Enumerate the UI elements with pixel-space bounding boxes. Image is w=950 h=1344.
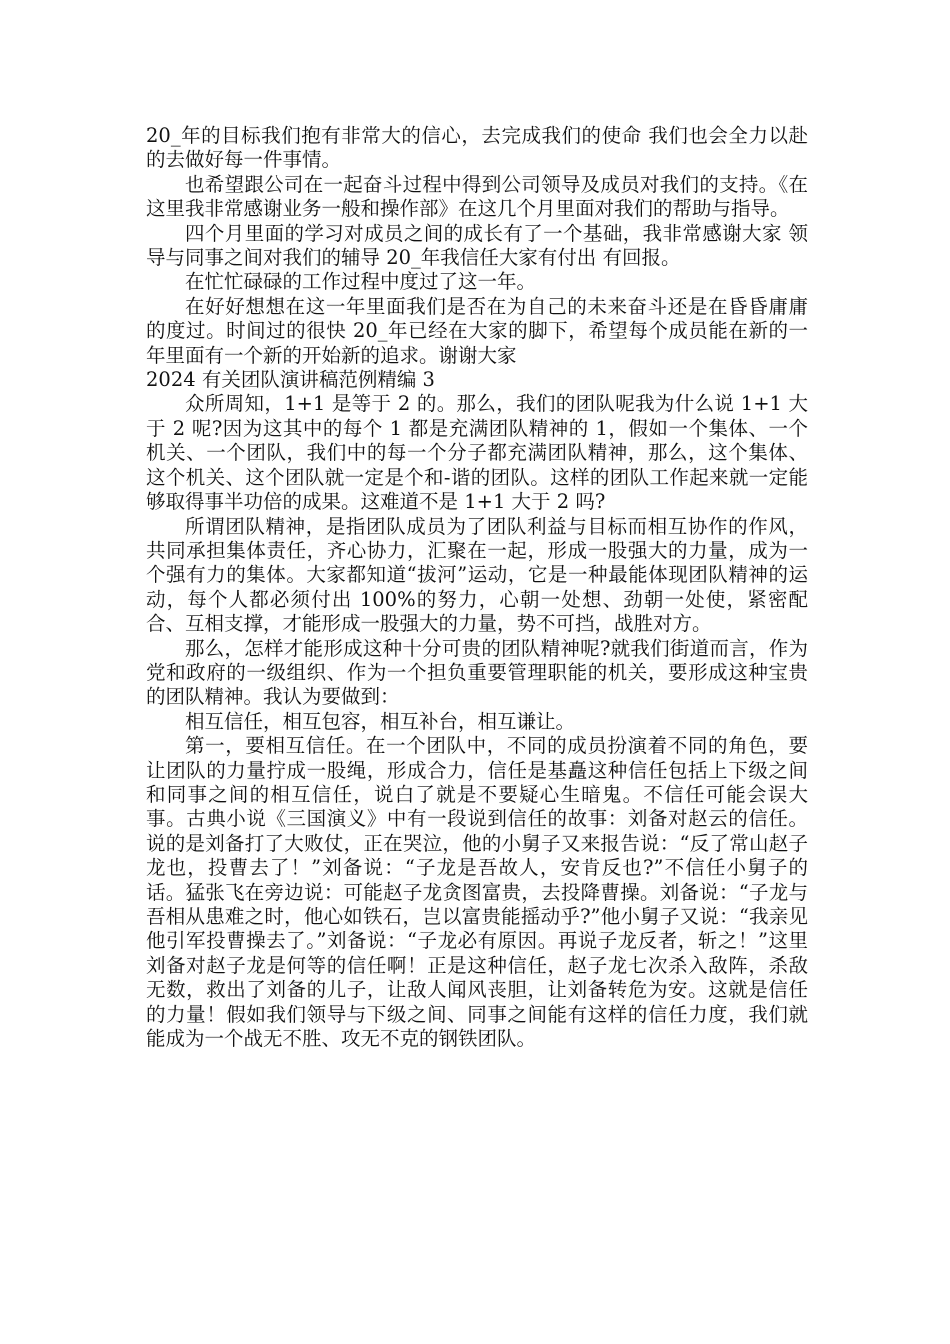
paragraph: 众所周知，1+1 是等于 2 的。那么，我们的团队呢我为什么说 1+1 大于 2 呢?因为这其中的每个 1 都是充满团队精神的 1，假如一个集体、一个机关、一个团队，我们中的每一个分子都充满团队精神，那么，这个集体、这个机关、这个团队就一定是个和-谐的团队。这样的团队工作起来就一定能够取得事半功倍的成果。这难道不是 1+1 大于 2 吗? <box>146 392 808 514</box>
document-body <box>146 124 808 1051</box>
paragraph: 在忙忙碌碌的工作过程中度过了这一年。 <box>185 270 537 294</box>
paragraph: 所谓团队精神，是指团队成员为了团队利益与目标而相互协作的作风，共同承担集体责任，齐心协力，汇聚在一起，形成一股强大的力量，成为一个强有力的集体。大家都知道“拔河”运动，它是一种最能体现团队精神的运动，每个人都必须付出 100%的努力，心朝一处想、劲朝一处使，紧密配合、互相支撑，才能形成一股强大的力量，势不可挡，战胜对方。 <box>146 514 808 636</box>
paragraph: 四个月里面的学习对成员之间的成长有了一个基础，我非常感谢大家 领导与同事之间对我们的辅导 20_年我信任大家有付出 有回报。 <box>146 221 808 270</box>
paragraph: 第一，要相互信任。在一个团队中，不同的成员扮演着不同的角色，要让团队的力量拧成一股绳，形成合力，信任是基矗这种信任包括上下级之间和同事之间的相互信任，说白了就是不要疑心生暗鬼。不信任可能会误大事。古典小说《三国演义》中有一段说到信任的故事：刘备对赵云的信任。说的是刘备打了大败仗，正在哭泣，他的小舅子又来报告说：“反了常山赵子龙也，投曹去了！”刘备说：“子龙是吾故人，安肯反也?”不信任小舅子的话。猛张飞在旁边说：可能赵子龙贪图富贵，去投降曹操。刘备说：“子龙与吾相从患难之时，他心如铁石，岂以富贵能摇动乎?”他小舅子又说：“我亲见他引军投曹操去了。”刘备说：“子龙必有原因。再说子龙反者，斩之！”这里刘备对赵子龙是何等的信任啊！正是这种信任，赵子龙七次杀入敌阵，杀敌无数，救出了刘备的儿子，让敌人闻风丧胆，让刘备转危为安。这就是信任的力量！假如我们领导与下级之间、同事之间能有这样的信任力度，我们就能成为一个战无不胜、攻无不克的钢铁团队。 <box>146 734 808 1051</box>
paragraph: 也希望跟公司在一起奋斗过程中得到公司领导及成员对我们的支持。《在这里我非常感谢业务一般和操作部》在这几个月里面对我们的帮助与指导。 <box>146 172 808 221</box>
section-heading: 2024 有关团队演讲稿范例精编 3 <box>146 368 435 392</box>
paragraph: 相互信任，相互包容，相互补台，相互谦让。 <box>185 709 576 733</box>
paragraph: 那么，怎样才能形成这种十分可贵的团队精神呢?就我们街道而言，作为党和政府的一级组织、作为一个担负重要管理职能的机关，要形成这种宝贵的团队精神。我认为要做到： <box>146 636 808 709</box>
paragraph: 在好好想想在这一年里面我们是否在为自己的未来奋斗还是在昏昏庸庸的度过。时间过的很快 20_年已经在大家的脚下，希望每个成员能在新的一年里面有一个新的开始新的追求。谢谢大家 <box>146 294 808 367</box>
paragraph: 20_年的目标我们抱有非常大的信心，去完成我们的使命 我们也会全力以赴的去做好每一件事情。 <box>146 124 808 172</box>
